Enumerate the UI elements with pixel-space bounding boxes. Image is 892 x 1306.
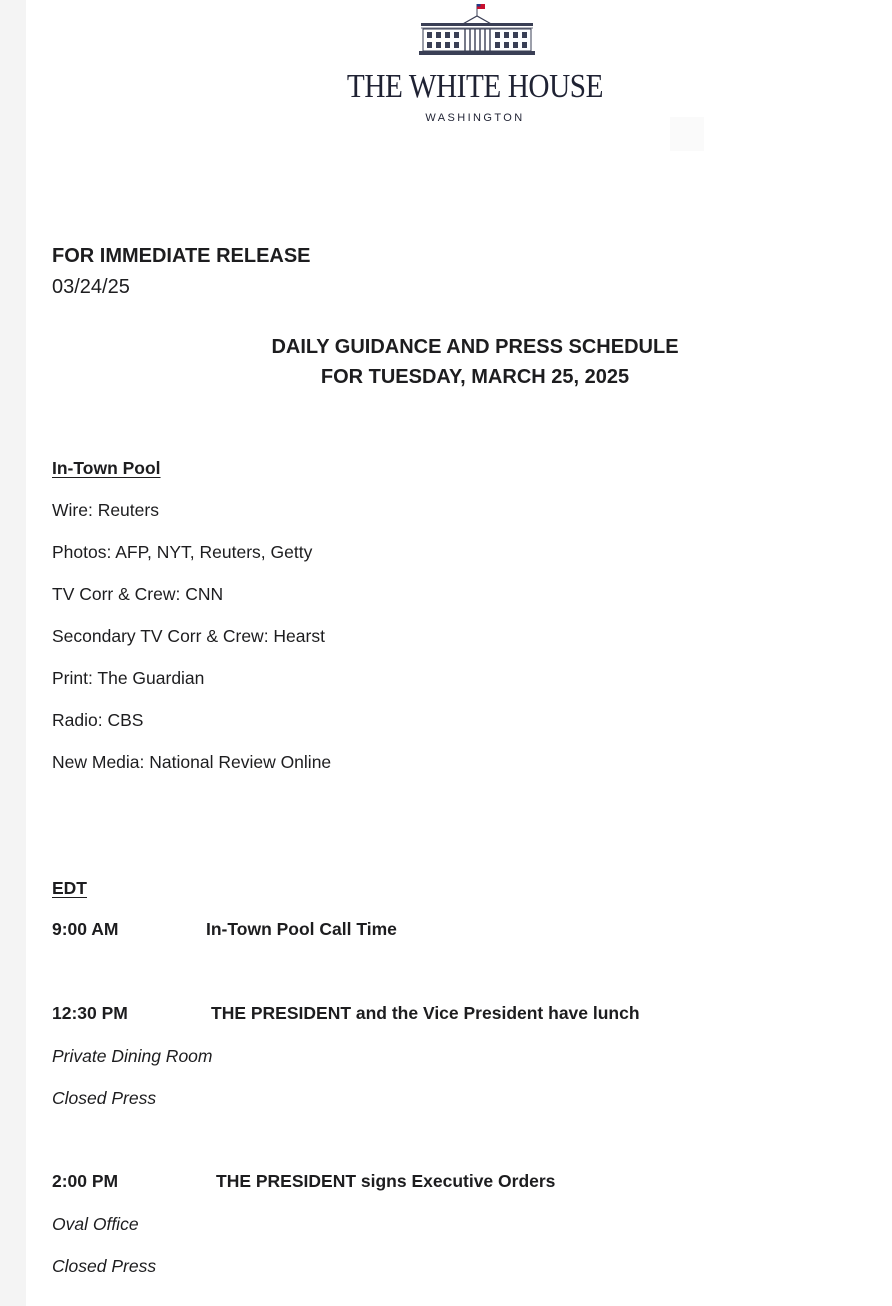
- press-release-document: [26, 0, 892, 1306]
- event-location: Private Dining Room: [52, 1046, 213, 1066]
- letterhead-subtitle: WASHINGTON: [425, 112, 525, 124]
- page-title: DAILY GUIDANCE AND PRESS SCHEDULE: [271, 336, 679, 358]
- release-date: 03/24/25: [52, 276, 130, 298]
- letterhead: [26, 0, 892, 140]
- pool-item: Print: The Guardian: [52, 668, 205, 688]
- event-time: 9:00 AM: [52, 919, 119, 939]
- release-label: FOR IMMEDIATE RELEASE: [52, 245, 311, 267]
- event-title: THE PRESIDENT signs Executive Orders: [216, 1171, 556, 1191]
- pool-item: Secondary TV Corr & Crew: Hearst: [52, 626, 325, 646]
- decorative-box: [670, 117, 704, 151]
- left-margin: [0, 0, 26, 1306]
- event-time: 2:00 PM: [52, 1171, 119, 1191]
- event-title: THE PRESIDENT and the Vice President have lunch: [211, 1003, 640, 1023]
- letterhead-title: THE WHITE HOUSE: [346, 68, 604, 105]
- pool-item: TV Corr & Crew: CNN: [52, 584, 224, 604]
- pool-item: New Media: National Review Online: [52, 752, 332, 772]
- timezone-heading: EDT: [52, 878, 87, 898]
- pool-heading: In-Town Pool: [52, 458, 161, 478]
- event-title: In-Town Pool Call Time: [206, 919, 397, 939]
- pool-item: Radio: CBS: [52, 710, 144, 730]
- event-location: Oval Office: [52, 1214, 139, 1234]
- page-subtitle: FOR TUESDAY, MARCH 25, 2025: [320, 366, 630, 388]
- pool-item: Photos: AFP, NYT, Reuters, Getty: [52, 542, 313, 562]
- white-house-building-icon: [419, 3, 535, 57]
- event-time: 12:30 PM: [52, 1003, 128, 1023]
- event-press-status: Closed Press: [52, 1088, 157, 1108]
- pool-item: Wire: Reuters: [52, 500, 159, 520]
- event-press-status: Closed Press: [52, 1256, 157, 1276]
